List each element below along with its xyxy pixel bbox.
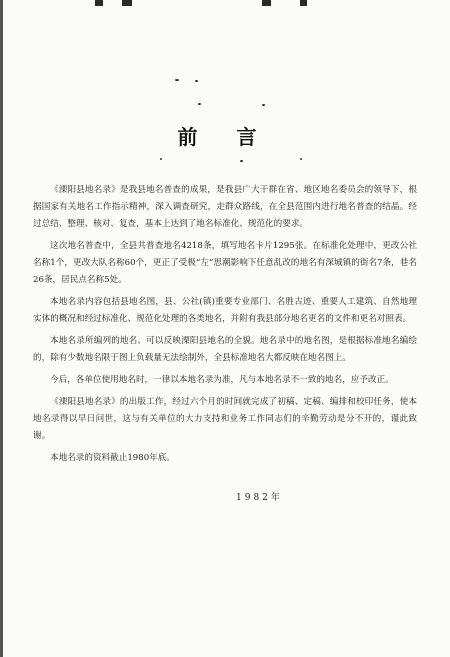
body-text [33, 182, 417, 472]
paragraph: 本地名录内容包括县地名图，县、公社(镇)重要专业部门、名胜古迹、重要人工建筑、自然地理实体的概况和经过标准化、规范化处理的各类地名，并附有我县部分地名更名的文件和更名对照表。 [33, 297, 417, 324]
scan-speck [240, 160, 243, 162]
scan-speck [160, 158, 162, 160]
scan-speck [195, 80, 198, 82]
scan-edge-shadow [0, 0, 3, 657]
scan-speck [300, 158, 302, 160]
paragraph: 本地名录的资料截止1980年底。 [50, 453, 175, 463]
paragraph: 《溧阳县地名录》是我县地名普查的成果，是我县广大干群在省、地区地名委员会的领导下，根据国家有关地名工作指示精神，深入调查研究，走群众路线，在全县范围内进行地名普查的结晶。经过总结、整理、核对、复查，基本上达到了地名标准化、规范化的要求。 [33, 185, 417, 229]
scan-speck [175, 79, 179, 81]
paragraph: 这次地名普查中，全县共普查地名4218条，填写地名卡片1295张。在标准化处理中，更改公社名称1个，更改大队名称60个，更正了受极“左”思潮影响下任意乱改的地名有深城镇的街名7条，巷名26条，居民点名称5处。 [33, 241, 417, 285]
scan-mark [95, 0, 103, 6]
scan-mark [262, 0, 271, 6]
paragraph: 本地名录所编列的地名、可以反映溧阳县地名的全貌。地名录中的地名图，是根据标准地名编绘的，除有少数地名限于图上负载量无法绘制外，全县标准地名大都反映在地名图上。 [33, 336, 417, 363]
scan-mark [300, 0, 307, 6]
paragraph: 今后，各单位使用地名时，一律以本地名录为准，凡与本地名录不一致的地名，应予改正。 [50, 375, 394, 385]
page-title: 前 言 [177, 125, 273, 149]
scan-speck [262, 104, 265, 106]
scan-speck [198, 103, 201, 105]
scan-mark [122, 0, 132, 6]
paragraph: 《溧阳县地名录》的出版工作，经过六个月的时间就完成了初稿、定稿、编排和校印任务，使本地名录得以早日问世，这与有关单位的大力支持和业务工作同志们的辛勤劳动是分不开的，谨此致谢。 [33, 397, 417, 441]
document-date: 1982年 [236, 493, 283, 503]
